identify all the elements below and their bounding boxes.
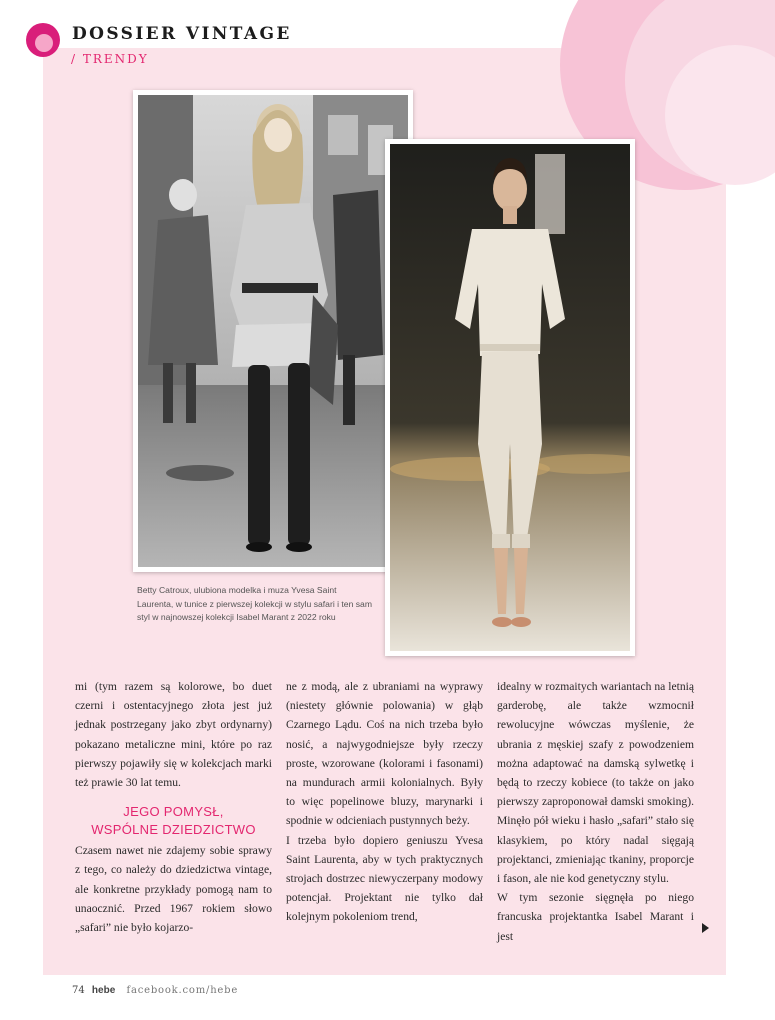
- bw-street-photo: [138, 95, 408, 567]
- photo-betty-catroux: [133, 90, 413, 572]
- paragraph: W tym sezonie sięgnęła po niego francuska projektantka Isabel Marant i jest: [497, 891, 694, 943]
- paragraph: mi (tym razem są kolorowe, bo duet czerni i ostentacyjnego złota jest już jednak postrzegany jako zbyt ordynarny) pokazano metaliczne mini, które po raz pierwszy pojawiły się w kolekcjach marki też prawie 30 lat temu.: [75, 680, 272, 790]
- photo-isabel-marant-runway: [385, 139, 635, 656]
- section-subtitle: / TRENDY: [71, 52, 149, 66]
- section-title: DOSSIER VINTAGE: [72, 24, 292, 44]
- paragraph: ne z modą, ale z ubraniami na wyprawy (niestety głównie polowania) w głąb Czarnego Lądu. Coś na nich trzeba było nosić, a najwygodniejsze były rzeczy proste, wzorowane (kolorami i fasonami) na mundurach armii kolonialnych. Były to więc popelinowe bluzy, marynarki i spodnie w odcieniach pustynnych beży.: [286, 680, 483, 828]
- article-subheading: [75, 803, 272, 839]
- subheading-line-2: WSPÓLNE DZIEDZICTWO: [91, 822, 256, 838]
- paragraph: idealny w rozmaitych wariantach na letnią garderobę, ale także wzmocnił rewolucyjne wówczas myślenie, że ubrania z męskiej szafy z powodzeniem można adaptować na damską sylwetkę i będą to rzeczy kobiece (to także on jako pierwszy zaproponował damski smoking). Minęło pół wieku i hasło „safari” stało się klasykiem, po który nadal sięgają projektanci, zmieniając tkaniny, proporcje i fason, ale nie kod genetyczny stylu.: [497, 680, 694, 886]
- footer-brand: hebe: [91, 985, 116, 996]
- article-column-1: [75, 677, 272, 937]
- footer-url[interactable]: facebook.com/hebe: [126, 985, 239, 996]
- triangle-right-icon[interactable]: [702, 923, 709, 933]
- article-column-3: [497, 677, 694, 946]
- circle-logo-icon: [26, 23, 60, 57]
- page-number: 74: [72, 985, 85, 996]
- subheading-line-1: JEGO POMYSŁ,: [123, 804, 224, 820]
- page-footer: [72, 985, 238, 996]
- runway-photo: [390, 144, 630, 651]
- photo-caption: Betty Catroux, ulubiona modelka i muza Yvesa Saint Laurenta, w tunice z pierwszej kolekcji w stylu safari i ten sam styl w najnowszej kolekcji Isabel Marant z 2022 roku: [137, 585, 372, 623]
- article-column-2: [286, 677, 483, 927]
- paragraph: I trzeba było dopiero geniuszu Yvesa Saint Laurenta, aby w tych praktycznych strojach dostrzec niewyczerpany modowy potencjał. Projektant nie tylko dał kolejnym pokoleniom trend,: [286, 833, 483, 924]
- paragraph: Czasem nawet nie zdajemy sobie sprawy z tego, co należy do dziedzictwa vintage, ale konkretne przykłady pomogą nam to unaocznić. Przed 1967 rokiem słowo „safari” nie było kojarzo-: [75, 844, 272, 935]
